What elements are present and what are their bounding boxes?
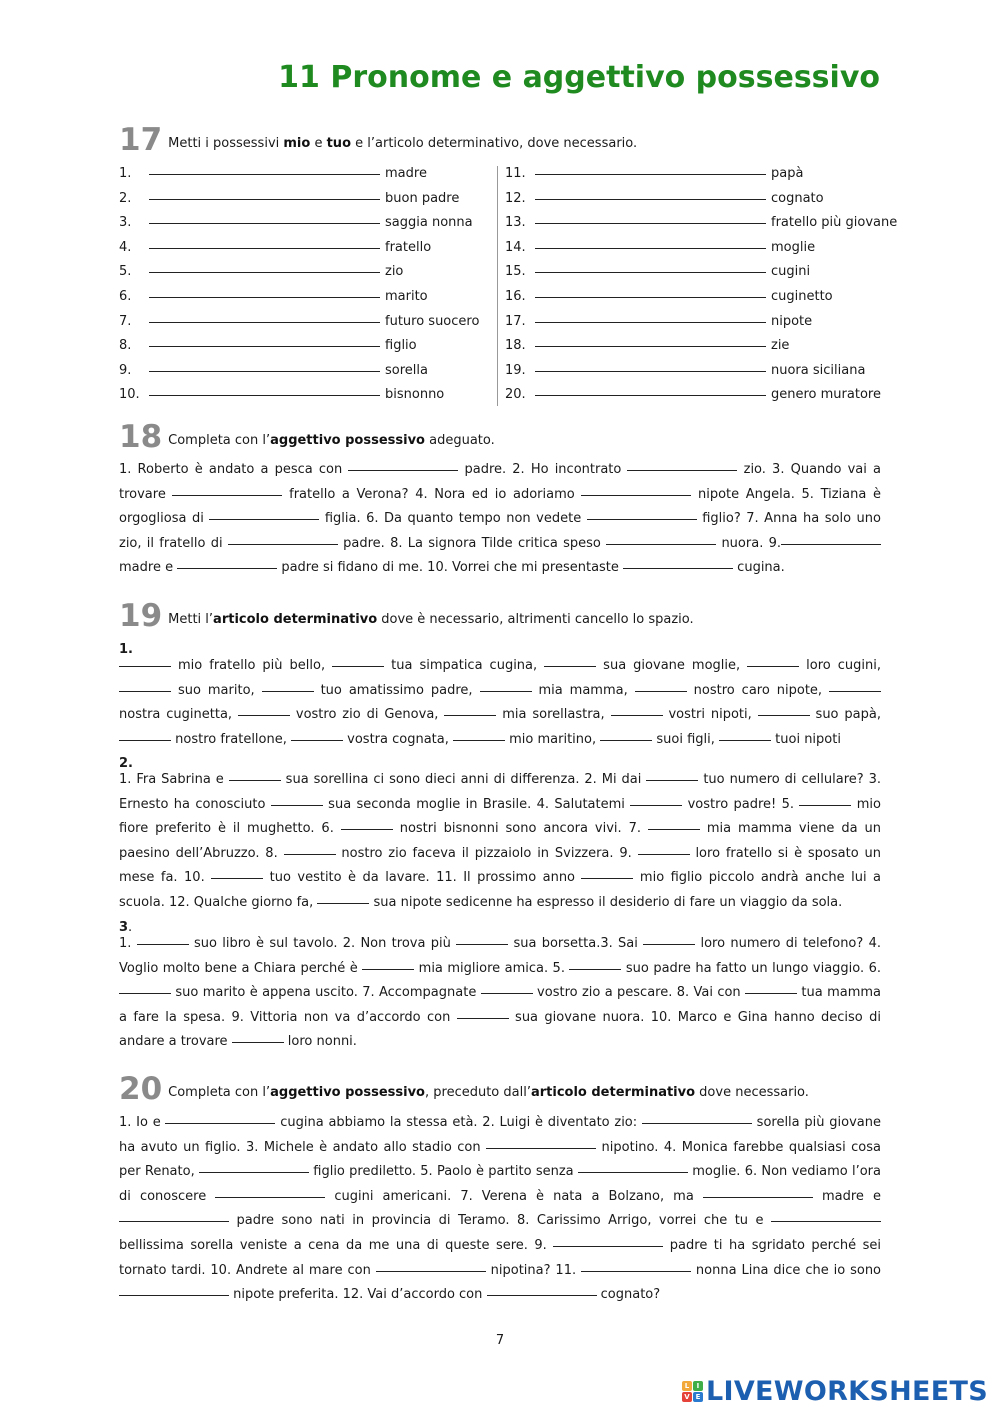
answer-blank[interactable] bbox=[362, 959, 414, 970]
answer-blank[interactable] bbox=[149, 223, 380, 224]
exercise-row bbox=[119, 338, 497, 363]
exercise-18-heading: 18 Completa con l’aggettivo possessivo adeguato. bbox=[119, 419, 495, 455]
answer-blank[interactable] bbox=[348, 460, 458, 471]
exercise-number: 18 bbox=[119, 419, 163, 455]
text-segment: nostro caro nipote, bbox=[686, 682, 830, 698]
answer-blank[interactable] bbox=[535, 223, 766, 224]
exercise-number: 20 bbox=[119, 1071, 163, 1107]
exercise-row bbox=[119, 363, 497, 388]
answer-blank[interactable] bbox=[535, 272, 766, 273]
answer-blank[interactable] bbox=[535, 174, 766, 175]
text-segment: nipote Angela. 5. Tiziana è orgogliosa di bbox=[119, 486, 881, 527]
exercise-row bbox=[505, 240, 905, 265]
answer-blank[interactable] bbox=[535, 371, 766, 372]
exercise-number: 19 bbox=[119, 598, 163, 634]
section-2-label: 2. bbox=[119, 756, 133, 771]
liveworksheets-logo[interactable] bbox=[682, 1376, 988, 1406]
text-segment: nipotino. 4. Monica farebbe qualsiasi cosa per Renato, bbox=[119, 1139, 881, 1180]
text-segment: vostra cognata, bbox=[343, 731, 453, 747]
text-segment: padre ti ha sgridato perché sei tornato tardi. 10. Andrete al mare con bbox=[119, 1237, 881, 1278]
answer-blank[interactable] bbox=[600, 730, 652, 741]
item-number: 15. bbox=[505, 264, 526, 280]
item-number: 4. bbox=[119, 239, 132, 255]
answer-blank[interactable] bbox=[271, 795, 323, 806]
text-segment: vostri nipoti, bbox=[662, 707, 758, 723]
answer-blank[interactable] bbox=[535, 346, 766, 347]
text-segment: moglie. 6. Non vediamo l’ora di conoscere bbox=[119, 1164, 881, 1204]
answer-blank[interactable] bbox=[606, 534, 716, 545]
item-number: 14. bbox=[505, 239, 526, 255]
text-segment: sua giovane moglie, bbox=[596, 658, 748, 673]
answer-blank[interactable] bbox=[799, 795, 851, 806]
item-word: futuro suocero bbox=[385, 313, 480, 329]
answer-blank[interactable] bbox=[444, 705, 496, 716]
answer-blank[interactable] bbox=[481, 983, 533, 994]
item-number: 9. bbox=[119, 362, 132, 378]
answer-blank[interactable] bbox=[228, 534, 338, 545]
answer-blank[interactable] bbox=[149, 346, 380, 347]
text-segment: cugina abbiamo la stessa età. 2. Luigi è diventato zio: bbox=[275, 1115, 642, 1130]
logo-tile: L bbox=[682, 1381, 692, 1391]
answer-blank[interactable] bbox=[149, 322, 380, 323]
answer-blank[interactable] bbox=[719, 730, 771, 741]
item-number: 20. bbox=[505, 387, 526, 403]
answer-blank[interactable] bbox=[648, 819, 700, 830]
text-segment: vostro padre! 5. bbox=[682, 796, 800, 812]
text-segment: mia mamma, bbox=[531, 682, 635, 698]
logo-tile: E bbox=[693, 1392, 703, 1402]
liveworksheets-logo-icon bbox=[682, 1381, 703, 1402]
text-segment: nonna Lina dice che io sono bbox=[691, 1262, 882, 1278]
exercise-row bbox=[505, 191, 905, 216]
text-segment: nipote preferita. 12. Vai d’accordo con bbox=[229, 1287, 487, 1303]
section-3-label: 3. bbox=[119, 920, 133, 935]
answer-blank[interactable] bbox=[199, 1162, 309, 1173]
text-segment: mio maritino, bbox=[505, 731, 601, 747]
text-segment: mio fratello più bello, bbox=[171, 658, 333, 673]
text-segment: sua seconda moglie in Brasile. 4. Salutatemi bbox=[322, 796, 631, 812]
text-segment: nostro fratellone, bbox=[171, 731, 292, 747]
answer-blank[interactable] bbox=[486, 1138, 596, 1149]
item-word: zio bbox=[385, 264, 404, 280]
item-word: nuora siciliana bbox=[771, 362, 866, 378]
text-segment: nipotina? 11. bbox=[485, 1262, 582, 1278]
text-segment: figlio prediletto. 5. Paolo è partito senza bbox=[308, 1164, 578, 1180]
answer-blank[interactable] bbox=[643, 934, 695, 945]
exercise-19-part-3 bbox=[119, 932, 881, 1055]
answer-blank[interactable] bbox=[119, 1211, 229, 1222]
answer-blank[interactable] bbox=[703, 1187, 813, 1198]
answer-blank[interactable] bbox=[137, 934, 189, 945]
exercise-row bbox=[119, 264, 497, 289]
text-segment: tua mamma a fare la spesa. 9. Vittoria non va d’accordo con bbox=[119, 985, 881, 1025]
item-word: fratello bbox=[385, 239, 432, 255]
exercise-row bbox=[505, 363, 905, 388]
answer-blank[interactable] bbox=[376, 1261, 486, 1272]
answer-blank[interactable] bbox=[646, 770, 698, 781]
section-1-label: 1. bbox=[119, 642, 133, 657]
exercise-row bbox=[505, 387, 905, 412]
answer-blank[interactable] bbox=[456, 934, 508, 945]
exercise-19-part-2 bbox=[119, 768, 881, 916]
item-number: 18. bbox=[505, 338, 526, 354]
answer-blank[interactable] bbox=[119, 656, 171, 667]
item-number: 11. bbox=[505, 166, 526, 181]
text-segment: mio figlio piccolo andrà anche lui a scuola. 12. Qualche giorno fa, bbox=[119, 870, 881, 910]
exercise-row bbox=[505, 166, 905, 191]
text-segment: suo marito, bbox=[171, 682, 262, 698]
answer-blank[interactable] bbox=[177, 558, 277, 569]
text-segment: suoi figli, bbox=[652, 731, 720, 747]
text-segment: sorella più giovane ha avuto un figlio. 3. Michele è andato allo stadio con bbox=[119, 1115, 881, 1155]
text-segment: tuo vestito è da lavare. 11. Il prossimo anno bbox=[263, 870, 582, 886]
item-number: 7. bbox=[119, 313, 132, 329]
answer-blank[interactable] bbox=[229, 770, 281, 781]
answer-blank[interactable] bbox=[215, 1187, 325, 1198]
answer-blank[interactable] bbox=[149, 199, 380, 200]
answer-blank[interactable] bbox=[627, 460, 737, 471]
text-segment: nuora. 9. bbox=[716, 535, 781, 551]
item-word: genero muratore bbox=[771, 387, 881, 403]
item-word: madre bbox=[385, 166, 427, 181]
item-number: 16. bbox=[505, 288, 526, 304]
exercise-row bbox=[505, 289, 905, 314]
answer-blank[interactable] bbox=[119, 1285, 229, 1296]
text-segment: vostro zio di Genova, bbox=[289, 707, 445, 723]
exercise-19-heading: 19 Metti l’articolo determinativo dove è necessario, altrimenti cancello lo spazio. bbox=[119, 598, 694, 634]
answer-blank[interactable] bbox=[581, 868, 633, 879]
answer-blank[interactable] bbox=[341, 819, 393, 830]
answer-blank[interactable] bbox=[149, 248, 380, 249]
answer-blank[interactable] bbox=[535, 297, 766, 298]
answer-blank[interactable] bbox=[149, 174, 380, 175]
text-segment: loro nonni. bbox=[283, 1034, 357, 1050]
answer-blank[interactable] bbox=[745, 983, 797, 994]
text-segment: padre. 8. La signora Tilde critica speso bbox=[337, 535, 607, 551]
item-word: saggia nonna bbox=[385, 215, 473, 231]
exercise-row bbox=[505, 338, 905, 363]
text-segment: mio fiore preferito è il mughetto. 6. bbox=[119, 796, 881, 837]
exercise-row bbox=[119, 387, 497, 412]
answer-blank[interactable] bbox=[119, 983, 171, 994]
text-segment: padre sono nati in provincia di Teramo. 8. Carissimo Arrigo, vorrei che tu e bbox=[229, 1213, 771, 1229]
answer-blank[interactable] bbox=[487, 1285, 597, 1296]
answer-blank[interactable] bbox=[781, 534, 881, 545]
text-segment: 1. bbox=[119, 936, 137, 951]
exercise-20-heading: 20 Completa con l’aggettivo possessivo, preceduto dall’articolo determinativo dove necessario. bbox=[119, 1071, 809, 1107]
text-segment: tuo amatissimo padre, bbox=[313, 682, 480, 698]
answer-blank[interactable] bbox=[630, 795, 682, 806]
answer-blank[interactable] bbox=[149, 297, 380, 298]
item-word: cugini bbox=[771, 264, 811, 280]
answer-blank[interactable] bbox=[535, 322, 766, 323]
item-word: buon padre bbox=[385, 190, 460, 206]
exercise-17-heading: 17 Metti i possessivi mio e tuo e l’articolo determinativo, dove necessario. bbox=[119, 122, 638, 158]
answer-blank[interactable] bbox=[332, 656, 384, 667]
exercise-row bbox=[119, 240, 497, 265]
answer-blank[interactable] bbox=[149, 272, 380, 273]
exercise-row bbox=[505, 264, 905, 289]
answer-blank[interactable] bbox=[165, 1113, 275, 1124]
text-segment: zio. 3. Quando vai a trovare bbox=[119, 462, 881, 502]
answer-blank[interactable] bbox=[544, 656, 596, 667]
text-segment: 1. Roberto è andato a pesca con bbox=[119, 462, 349, 477]
item-word: cuginetto bbox=[771, 288, 833, 304]
answer-blank[interactable] bbox=[238, 705, 290, 716]
item-word: zie bbox=[771, 338, 790, 354]
text-segment: 1. Io e bbox=[119, 1115, 166, 1130]
text-segment: padre si fidano di me. 10. Vorrei che mi presentaste bbox=[277, 560, 624, 576]
text-segment: mia sorellastra, bbox=[496, 707, 611, 723]
item-number: 10. bbox=[119, 387, 140, 403]
text-segment: figlia. 6. Da quanto tempo non vedete bbox=[319, 511, 587, 527]
exercise-row bbox=[119, 314, 497, 339]
answer-blank[interactable] bbox=[611, 705, 663, 716]
text-segment: bellissima sorella veniste a cena da me una di queste sere. 9. bbox=[119, 1237, 554, 1253]
item-number: 6. bbox=[119, 288, 132, 304]
exercise-row bbox=[119, 191, 497, 216]
exercise-number: 17 bbox=[119, 122, 163, 158]
answer-blank[interactable] bbox=[535, 248, 766, 249]
text-segment: figlio? 7. Anna ha solo uno zio, il fratello di bbox=[119, 511, 881, 551]
item-number: 2. bbox=[119, 190, 132, 206]
text-segment: padre. 2. Ho incontrato bbox=[458, 462, 628, 477]
answer-blank[interactable] bbox=[149, 371, 380, 372]
answer-blank[interactable] bbox=[758, 705, 810, 716]
exercise-row bbox=[505, 215, 905, 240]
answer-blank[interactable] bbox=[262, 681, 314, 692]
logo-tile: V bbox=[682, 1392, 692, 1402]
exercise-17-right-column bbox=[505, 166, 905, 412]
text-segment: loro numero di telefono? 4. Voglio molto bene a Chiara perché è bbox=[119, 936, 881, 976]
text-segment: sua borsetta.3. Sai bbox=[508, 936, 644, 951]
answer-blank[interactable] bbox=[211, 868, 263, 879]
page-title: 11 Pronome e aggettivo possessivo bbox=[278, 60, 880, 95]
answer-blank[interactable] bbox=[535, 199, 766, 200]
text-segment: suo marito è appena uscito. 7. Accompagnate bbox=[171, 985, 481, 1001]
exercise-row bbox=[505, 314, 905, 339]
page-number: 7 bbox=[495, 1333, 505, 1348]
item-number: 5. bbox=[119, 264, 132, 280]
text-segment: suo papà, bbox=[809, 707, 881, 723]
text-segment: suo libro è sul tavolo. 2. Non trova più bbox=[188, 936, 457, 951]
answer-blank[interactable] bbox=[578, 1162, 688, 1173]
exercise-20-text bbox=[119, 1111, 881, 1308]
item-word: moglie bbox=[771, 239, 816, 255]
text-segment: sua nipote sedicenne ha espresso il desiderio di fare un viaggio da sola. bbox=[369, 894, 843, 910]
answer-blank[interactable] bbox=[569, 959, 621, 970]
item-word: fratello più giovane bbox=[771, 215, 898, 231]
text-segment: tuoi nipoti bbox=[771, 731, 841, 747]
answer-blank[interactable] bbox=[581, 1261, 691, 1272]
text-segment: cugina. bbox=[733, 560, 785, 576]
answer-blank[interactable] bbox=[457, 1008, 509, 1019]
answer-blank[interactable] bbox=[581, 485, 691, 496]
answer-blank[interactable] bbox=[209, 509, 319, 520]
text-segment: nostro zio faceva il pizzaiolo in Svizzera. 9. bbox=[335, 845, 638, 861]
answer-blank[interactable] bbox=[119, 730, 171, 741]
answer-blank[interactable] bbox=[587, 509, 697, 520]
logo-text: LIVEWORKSHEETS bbox=[705, 1375, 988, 1407]
answer-blank[interactable] bbox=[149, 395, 380, 396]
exercise-18-text bbox=[119, 458, 881, 581]
item-word: figlio bbox=[385, 338, 417, 354]
item-word: nipote bbox=[771, 313, 813, 329]
exercise-row bbox=[119, 166, 497, 191]
text-segment: nostra cuginetta, bbox=[119, 707, 238, 723]
item-number: 17. bbox=[505, 313, 526, 329]
item-word: cognato bbox=[771, 190, 824, 206]
item-number: 8. bbox=[119, 338, 132, 354]
answer-blank[interactable] bbox=[747, 656, 799, 667]
text-segment: suo padre ha fatto un lungo viaggio. 6. bbox=[621, 960, 882, 976]
text-segment: cugini americani. 7. Verena è nata a Bolzano, ma bbox=[325, 1188, 703, 1204]
answer-blank[interactable] bbox=[642, 1113, 752, 1124]
answer-blank[interactable] bbox=[829, 681, 881, 692]
text-segment: fratello a Verona? 4. Nora ed io adoriamo bbox=[282, 486, 582, 502]
item-number: 12. bbox=[505, 190, 526, 206]
exercise-row bbox=[119, 289, 497, 314]
answer-blank[interactable] bbox=[480, 681, 532, 692]
text-segment: mia mamma viene da un paesino dell’Abruzzo. 8. bbox=[119, 821, 881, 861]
exercise-17-left-column bbox=[119, 166, 498, 406]
answer-blank[interactable] bbox=[635, 681, 687, 692]
text-segment: tuo numero di cellulare? 3. Ernesto ha conosciuto bbox=[119, 772, 882, 812]
item-word: papà bbox=[771, 166, 804, 181]
text-segment: sua sorellina ci sono dieci anni di differenza. 2. Mi dai bbox=[280, 772, 647, 787]
answer-blank[interactable] bbox=[172, 485, 282, 496]
text-segment: sua giovane nuora. 10. Marco e Gina hanno deciso di andare a trovare bbox=[119, 1009, 881, 1050]
item-word: sorella bbox=[385, 362, 428, 378]
text-segment: cognato? bbox=[596, 1287, 661, 1303]
logo-tile: I bbox=[693, 1381, 703, 1391]
exercise-row bbox=[119, 215, 497, 240]
item-number: 1. bbox=[119, 166, 132, 181]
item-number: 13. bbox=[505, 215, 526, 231]
item-word: bisnonno bbox=[385, 387, 445, 403]
answer-blank[interactable] bbox=[535, 395, 766, 396]
item-word: marito bbox=[385, 288, 428, 304]
text-segment: 1. Fra Sabrina e bbox=[119, 772, 229, 787]
exercise-19-part-1 bbox=[119, 654, 881, 752]
text-segment: nostri bisnonni sono ancora vivi. 7. bbox=[392, 821, 648, 837]
text-segment: tua simpatica cugina, bbox=[384, 658, 545, 673]
text-segment: vostro zio a pescare. 8. Vai con bbox=[532, 985, 746, 1001]
answer-blank[interactable] bbox=[623, 558, 733, 569]
answer-blank[interactable] bbox=[119, 681, 171, 692]
answer-blank[interactable] bbox=[284, 844, 336, 855]
answer-blank[interactable] bbox=[453, 730, 505, 741]
text-segment: mia migliore amica. 5. bbox=[414, 960, 570, 976]
text-segment: madre e bbox=[119, 560, 178, 576]
item-number: 3. bbox=[119, 215, 132, 231]
text-segment: loro fratello si è sposato un mese fa. 10. bbox=[119, 845, 881, 886]
answer-blank[interactable] bbox=[291, 730, 343, 741]
answer-blank[interactable] bbox=[771, 1211, 881, 1222]
answer-blank[interactable] bbox=[232, 1032, 284, 1043]
text-segment: loro cugini, bbox=[799, 658, 881, 673]
text-segment: madre e bbox=[812, 1188, 881, 1204]
item-number: 19. bbox=[505, 362, 526, 378]
answer-blank[interactable] bbox=[317, 893, 369, 904]
answer-blank[interactable] bbox=[638, 844, 690, 855]
answer-blank[interactable] bbox=[553, 1236, 663, 1247]
